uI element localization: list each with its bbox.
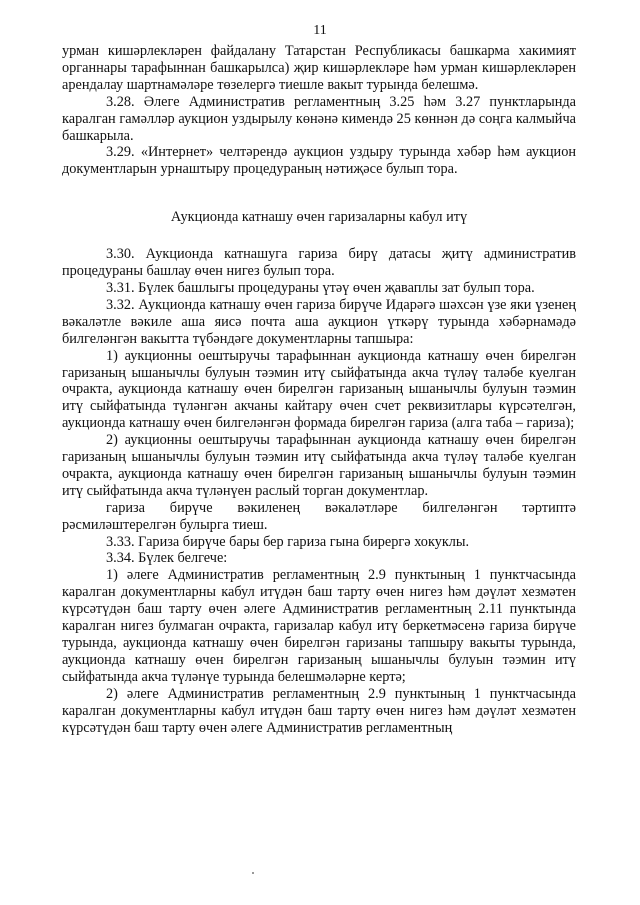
paragraph-3-31: 3.31. Бүлек башлыгы процедураны үтәү өчен җаваплы зат булып тора. xyxy=(106,279,535,296)
paragraph-continuation: урман кишәрлекләрен файдалану Татарстан Республикасы башкарма хакимият органнары тарафыннан башкарылса) җир кишәрлекләре һәм урман кишәрлекләрен арендалау шартнамәләре төзелергә тиешле вакыт турында белешмә. xyxy=(62,43,576,93)
sub-item-2: 2) әлеге Административ регламентның 2.9 пунктының 1 пунктчасында каралган документларны кабул итүдән баш тарту өчен нигез һәм дәүләт хезмәтен күрсәтүдән баш тарту өчен әлеге Административ регламентның xyxy=(62,685,576,736)
paragraph-3-29: 3.29. «Интернет» челтәрендә аукцион уздыру турында хәбәр һәм аукцион документларын урнаштыру процедураның нәтиҗәсе булып тора. xyxy=(62,144,576,178)
section-title: Аукционда катнашу өчен гаризаларны кабул итү xyxy=(170,209,468,226)
paragraph-3-33: 3.33. Гариза бирүче бары бер гариза гына бирергә хокуклы. xyxy=(106,533,470,550)
paragraph-3-28: 3.28. Әлеге Административ регламентның 3.25 һәм 3.27 пунктларында каралган гамәлләр аукцион уздырылу көнәнә кимендә 25 көннән дә соңга калмыйча башкарыла. xyxy=(62,93,576,144)
paragraph-representative: гариза бирүче вәкиленең вәкаләтләре билгеләнгән тәртиптә рәсмиләштерелгән булырга тиеш. xyxy=(62,499,576,533)
scan-artifact-dot xyxy=(252,872,254,874)
page-number: 11 xyxy=(313,23,327,38)
paragraph-3-32: 3.32. Аукционда катнашу өчен гариза бирүче Идарәгә шәхсән үзе яки үзенең вәкаләтле вәкиле аша яисә почта аша аукцион үткәрү турында хәбәрнамәдә билгеләнгән вакытта түбәндәге документларны тапшыра: xyxy=(62,296,576,347)
sub-item-1: 1) әлеге Административ регламентның 2.9 пунктының 1 пунктчасында каралган документларны кабул итүдән баш тарту өчен нигез һәм дәүләт хезмәтен күрсәтүдән баш тарту өчен әлеге Административ регламентның 2.11 пунктында каралган нигез булмаган очракта, гаризалар кабул итү беркетмәсенә гариза бирүче турында, аукционда катнашу өчен бирелгән гаризаны тапшыру вакыты турында, аукционда катнашу өчен бирелгән гаризаның ышанычлы булуын тәэмин итү сыйфатында акча түләнүе турында белешмәләрне кертә; xyxy=(62,567,576,685)
list-item-1: 1) аукционны оештыручы тарафыннан аукционда катнашу өчен бирелгән гаризаның ышанычлы булуын тәэмин итү сыйфатында акча түләү таләбе куелган очракта, аукционда катнашу өчен бирелгән гаризаның ышанычлы булуын тәэмин итү сыйфатында түләнгән акчаны кайтару өчен счет реквизитлары күрсәтелгән, аукционда катнашу өчен билгеләнгән формада бирелгән гариза (алга таба – гариза); xyxy=(62,347,576,432)
paragraph-3-34: 3.34. Бүлек белгече: xyxy=(106,550,228,567)
list-item-2: 2) аукционны оештыручы тарафыннан аукционда катнашу өчен бирелгән гаризаның ышанычлы булуын тәэмин итү сыйфатында акча түләү таләбе куелган очракта, аукционда катнашу өчен бирелгән гаризаның ышанычлы булуын тәэмин итү сыйфатында акча түләнүен раслый торган документлар. xyxy=(62,432,576,499)
document-body xyxy=(62,43,576,736)
paragraph-3-30: 3.30. Аукционда катнашуга гариза бирү датасы җитү административ процедураны башлау өчен нигез булып тора. xyxy=(62,246,576,280)
